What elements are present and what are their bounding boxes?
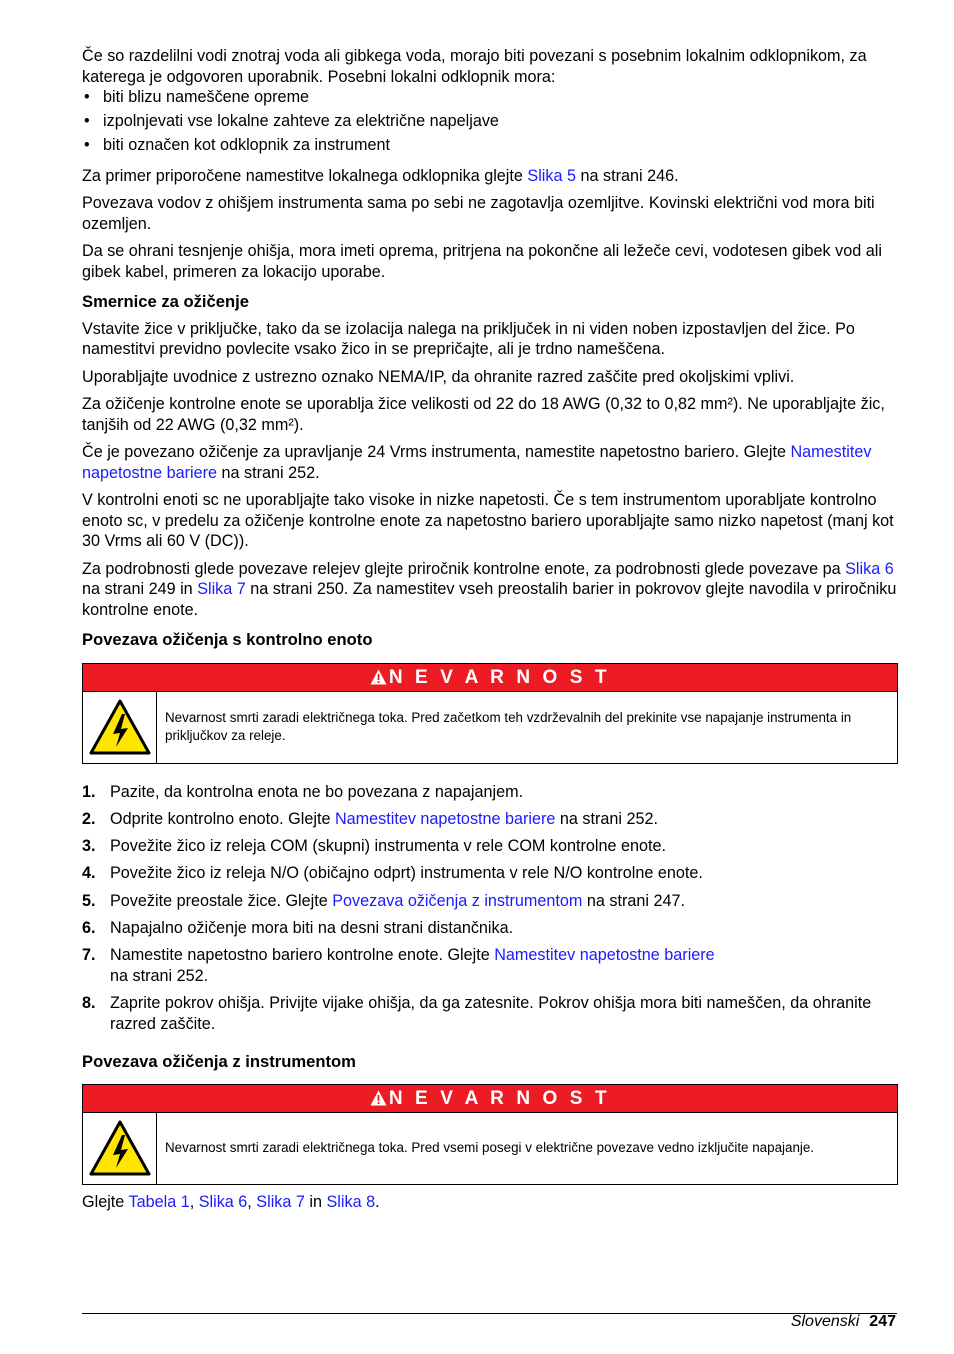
wiring-paragraph-6: Za podrobnosti glede povezave relejev glejte priročnik kontrolne enote, za podrobnosti glede povezave pa Slika 6 na strani 249 in Slika 7 na strani 250. Za namestitev vseh preostalih barier in pokrovov glejte navodila v priročniku kontrolne enote. bbox=[82, 559, 897, 619]
link-povezava-ozicenja-z-instrumentom[interactable]: Povezava ožičenja z instrumentom bbox=[332, 891, 583, 910]
link-namestitev-napetostne-bariere[interactable]: Namestitev napetostne bariere bbox=[334, 809, 556, 828]
warning-triangle-icon bbox=[370, 666, 387, 694]
wiring-paragraph-1: Vstavite žice v priključke, tako da se izolacija nalega na priključek in ni viden noben izpostavljen del žice. Po namestitvi previdno povlecite vsako žico in se prepričajte, ali je trdno nameščena. bbox=[82, 319, 855, 358]
wiring-paragraph-2: Uporabljajte uvodnice z ustrezno oznako NEMA/IP, da ohranite razred zaščite pred okoljskimi vplivi. bbox=[82, 367, 795, 386]
danger-label: N E V A R N O S T bbox=[388, 666, 611, 688]
intro-paragraph-3: Povezava vodov z ohišjem instrumenta sama po sebi ne zagotavlja ozemljitve. Kovinski električni vod mora biti ozemljen. bbox=[82, 194, 875, 233]
bullet-glyph: • bbox=[84, 88, 90, 106]
danger-notice-instrument bbox=[82, 1084, 898, 1185]
link-slika-6[interactable]: Slika 6 bbox=[198, 1192, 248, 1211]
link-namestitev-napetostne-bariere[interactable]: Namestitev napetostne bariere bbox=[82, 443, 872, 482]
intro-paragraph-1: Če so razdelilni vodi znotraj voda ali gibkega voda, morajo biti povezani s posebnim lokalnim odklopnikom, za katerega je odgovoren uporabnik. Posebni lokalni odklopnik mora: bbox=[82, 47, 867, 86]
bullet-glyph: • bbox=[84, 112, 90, 130]
page-content bbox=[82, 46, 897, 1212]
step-item: 4. Povežite žico iz releja N/O (običajno odprt) instrumenta v rele N/O kontrolne enote. bbox=[82, 864, 703, 883]
warning-triangle-icon bbox=[370, 1087, 387, 1115]
list-item bbox=[82, 135, 897, 156]
page-number: 247 bbox=[869, 1313, 896, 1330]
intro-paragraph-4: Da se ohrani tesnjenje ohišja, mora imeti oprema, pritrjena na pokončne ali ležeče cevi, vodotesen gibek vod ali gibek kabel, primeren za lokacijo uporabe. bbox=[82, 242, 882, 281]
wiring-paragraph-4: Če je povezano ožičenje za upravljanje 24 Vrms instrumenta, namestite napetostno bariero. Glejte Namestitev napetostne bariere na strani 252. bbox=[82, 443, 872, 482]
danger-text: Nevarnost smrti zaradi električnega toka. Pred vsemi posegi v električne povezave vedno izključite napajanje. bbox=[165, 1140, 815, 1156]
step-item: 8. Zaprite pokrov ohišja. Privijte vijake ohišja, da ga zatesnite. Pokrov ohišja mora biti nameščen, da ohranite razred zaščite. bbox=[82, 994, 872, 1033]
step-item: 1. Pazite, da kontrolna enota ne bo povezana z napajanjem. bbox=[82, 782, 524, 801]
step-item: 5. Povežite preostale žice. Glejte Povezava ožičenja z instrumentom na strani 247. bbox=[82, 891, 685, 910]
list-item-text: izpolnjevati vse lokalne zahteve za električne napeljave bbox=[103, 112, 499, 130]
controller-steps-list bbox=[82, 782, 897, 1035]
disconnect-requirements-list bbox=[82, 87, 897, 156]
section-heading-instrument-wiring: Povezava ožičenja z instrumentom bbox=[82, 1052, 356, 1072]
step-item: 6. Napajalno ožičenje mora biti na desni strani distančnika. bbox=[82, 918, 514, 937]
link-slika-5[interactable]: Slika 5 bbox=[527, 166, 576, 185]
danger-text: Nevarnost smrti zaradi električnega toka. Pred začetkom teh vzdrževalnih del prekinite vse napajanje instrumenta in priključkov za releje. bbox=[165, 710, 852, 743]
intro-paragraph-2: Za primer priporočene namestitve lokalnega odklopnika glejte Slika 5 na strani 246. bbox=[82, 166, 679, 185]
list-item-text: biti označen kot odklopnik za instrument bbox=[103, 136, 391, 154]
wiring-paragraph-5: V kontrolni enoti sc ne uporabljajte tako visoke in nizke napetosti. Če s tem instrumentom uporabljate kontrolno enoto sc, v predelu za ožičenje kontrolne enote za napetostno bariero uporabljajte samo nizko napetost (manj kot 30 Vrms ali 60 V (DC)). bbox=[82, 491, 894, 550]
danger-label: N E V A R N O S T bbox=[388, 1087, 611, 1109]
link-namestitev-napetostne-bariere[interactable]: Namestitev napetostne bariere bbox=[494, 946, 715, 965]
danger-notice-controller bbox=[82, 663, 898, 764]
list-item-text: biti blizu nameščene opreme bbox=[103, 88, 310, 106]
link-slika-7[interactable]: Slika 7 bbox=[256, 1192, 305, 1211]
step-item: 7. Namestite napetostno bariero kontrolne enote. Glejte Namestitev napetostne bariere na strani 252. bbox=[82, 946, 715, 985]
danger-header bbox=[83, 1085, 897, 1113]
link-slika-7[interactable]: Slika 7 bbox=[197, 580, 246, 598]
section-heading-controller-wiring: Povezava ožičenja s kontrolno enoto bbox=[82, 630, 373, 649]
electrical-hazard-icon bbox=[83, 692, 157, 763]
danger-body bbox=[83, 1113, 897, 1184]
danger-header bbox=[83, 664, 897, 692]
link-slika-8[interactable]: Slika 8 bbox=[326, 1192, 376, 1211]
step-item: 3. Povežite žico iz releja COM (skupni) instrumenta v rele COM kontrolne enote. bbox=[82, 837, 666, 856]
link-tabela-1[interactable]: Tabela 1 bbox=[128, 1192, 190, 1211]
danger-body bbox=[83, 692, 897, 763]
list-item bbox=[82, 87, 897, 108]
link-slika-6[interactable]: Slika 6 bbox=[845, 559, 894, 578]
list-item bbox=[82, 111, 897, 132]
electrical-hazard-icon bbox=[83, 1113, 157, 1184]
bullet-glyph: • bbox=[84, 136, 90, 154]
wiring-paragraph-3: Za ožičenje kontrolne enote se uporablja žice velikosti od 22 do 18 AWG (0,32 to 0,82 mm²). Ne uporabljajte žic, tanjših od 22 AWG (0,32 mm²). bbox=[82, 395, 885, 434]
footer-divider bbox=[82, 1313, 897, 1314]
page-footer bbox=[791, 1312, 896, 1332]
footer-language: Slovenski bbox=[790, 1313, 860, 1330]
instrument-references: Glejte Tabela 1, Slika 6, Slika 7 in Slika 8. bbox=[82, 1192, 380, 1211]
step-item: 2. Odprite kontrolno enoto. Glejte Namestitev napetostne bariere na strani 252. bbox=[82, 809, 659, 828]
section-heading-wiring-guidelines: Smernice za ožičenje bbox=[82, 292, 249, 311]
